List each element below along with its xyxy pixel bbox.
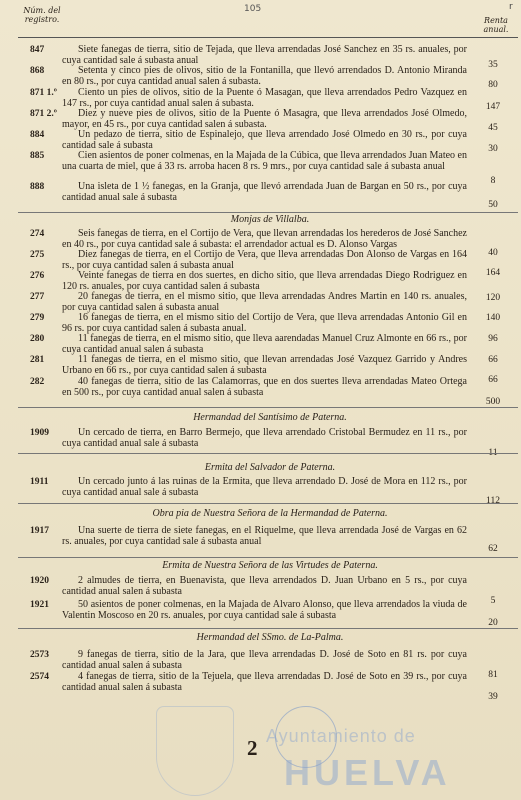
rent-amount: 500 bbox=[485, 397, 501, 407]
registry-number: 868 bbox=[30, 66, 45, 76]
entry-text: Setenta y cinco pies de olivos, sitio de la Fontanilla, que llevó arrendados D. Antonio Miranda en 80 rs., por cuya cantidad anual salen á subasta. bbox=[62, 65, 467, 87]
section-heading: Ermita de Nuestra Señora de las Virtudes de Paterna. bbox=[162, 560, 378, 571]
rent-amount: 45 bbox=[488, 123, 498, 133]
rent-amount: 8 bbox=[490, 176, 496, 186]
registry-number: 276 bbox=[30, 271, 45, 281]
rent-amount: 81 bbox=[488, 670, 498, 680]
watermark-line1: Ayuntamiento de bbox=[266, 726, 416, 746]
registry-number: 274 bbox=[30, 229, 45, 239]
rent-amount: 5 bbox=[490, 596, 496, 606]
registry-number: 888 bbox=[30, 182, 45, 192]
section-rule bbox=[18, 628, 518, 629]
rent-amount: 80 bbox=[488, 80, 498, 90]
entry-text: 2 almudes de tierra, en Buenavista, que lleva arrendados D. Juan Urbano en 5 rs., por cuya cantidad anual salen á subasta bbox=[62, 575, 467, 597]
registry-number: 1909 bbox=[30, 428, 49, 438]
column-header-registry: Núm. del registro. bbox=[23, 6, 61, 24]
registry-number: 275 bbox=[30, 250, 45, 260]
rent-amount: 112 bbox=[486, 496, 500, 506]
entry-text: Un pedazo de tierra, sitio de Espinalejo, que lleva arrendado José Olmedo en 30 rs., por cuya cantidad sale á subasta bbox=[62, 129, 467, 151]
entry-text: Seis fanegas de tierra, en el Cortijo de Vera, que llevan arrendadas los herederos de José Sanchez en 40 rs., por cuya cantidad sale á subasta: el arrendador actual es D. Alonso Vargas bbox=[62, 228, 467, 250]
entry-text: Una suerte de tierra de siete fanegas, en el Riquelme, que lleva arrendada José de Vargas en 62 rs. anuales, por cuya cantidad sale á subasta anual bbox=[62, 525, 467, 547]
entry-text: Diez fanegas de tierra, en el Cortijo de Vera, que lleva arrendadas Don Alonso de Vargas en 164 rs., por cuya cantidad salen á subasta anual bbox=[62, 249, 467, 271]
entry-text: 9 fanegas de tierra, sitio de la Jara, que lleva arrendadas D. José de Soto en 81 rs. por cuya cantidad anual salen á subasta bbox=[62, 649, 467, 671]
entry-text: 40 fanegas de tierra, sitio de las Calamorras, que en dos suertes lleva arrendadas Mateo Ortega en 500 rs., por cuya cantidad anual salen á subasta bbox=[62, 376, 467, 398]
entry-text: Veinte fanegas de tierra en dos suertes, en dicho sitio, que lleva arrendadas Diego Rodriguez en 120 rs. anuales, por cuya cantidad salen á subasta bbox=[62, 270, 467, 292]
registry-number: 2574 bbox=[30, 672, 49, 682]
rent-amount: 39 bbox=[488, 692, 498, 702]
corner-mark: r bbox=[509, 2, 513, 12]
section-rule bbox=[18, 212, 518, 213]
rent-amount: 140 bbox=[485, 313, 501, 323]
section-rule bbox=[18, 503, 518, 504]
registry-number: 1911 bbox=[30, 477, 49, 487]
rent-amount: 66 bbox=[488, 355, 498, 365]
entry-text: 16 fanegas de tierra, en el mismo sitio del Cortijo de Vera, que lleva arrendadas Antonio Gil en 96 rs. por cuya cantidad salen á subasta anual. bbox=[62, 312, 467, 334]
page-number: 2 bbox=[247, 736, 258, 760]
registry-number: 885 bbox=[30, 151, 45, 161]
section-heading: Ermita del Salvador de Paterna. bbox=[204, 462, 336, 473]
registry-number: 871 1.º bbox=[30, 88, 57, 98]
registry-number: 282 bbox=[30, 377, 45, 387]
section-heading: Hermandad del SSmo. de La-Palma. bbox=[196, 632, 344, 643]
registry-number: 277 bbox=[30, 292, 45, 302]
section-rule bbox=[18, 407, 518, 408]
entry-text: Diez y nueve pies de olivos, sitio de la Puente ó Masagra, que lleva arrendados José Olmedo, mayor, en 45 rs., por cuya cantidad salen á subasta. bbox=[62, 108, 467, 130]
registry-number: 2573 bbox=[30, 650, 49, 660]
folio-note: 105 bbox=[244, 4, 262, 14]
rent-amount: 20 bbox=[488, 618, 498, 628]
registry-number: 847 bbox=[30, 45, 45, 55]
registry-number: 871 2.º bbox=[30, 109, 57, 119]
header-rule bbox=[18, 37, 518, 38]
entry-text: Ciento un pies de olivos, sitio de la Puente ó Masagan, que lleva arrendados Pedro Vazquez en 147 rs., por cuya cantidad anual salen á subasta. bbox=[62, 87, 467, 109]
watermark-line2: HUELVA bbox=[284, 752, 451, 793]
section-heading: Hermandad del Santísimo de Paterna. bbox=[193, 412, 347, 423]
section-rule bbox=[18, 557, 518, 558]
rent-amount: 50 bbox=[488, 200, 498, 210]
registry-number: 1920 bbox=[30, 576, 49, 586]
rent-amount: 40 bbox=[488, 248, 498, 258]
rent-amount: 62 bbox=[488, 544, 498, 554]
registry-number: 884 bbox=[30, 130, 45, 140]
coat-of-arms-watermark bbox=[156, 706, 234, 796]
entry-text: 20 fanegas de tierra, en el mismo sitio, que lleva arrendadas Andres Martin en 140 rs. anuales, por cuya cantidad salen á subasta anual bbox=[62, 291, 467, 313]
entry-text: Una isleta de 1 ½ fanegas, en la Granja, que llevó arrendada Juan de Bargan en 50 rs., por cuya cantidad anual sale á subasta bbox=[62, 181, 467, 203]
column-header-rent: Renta anual. bbox=[483, 16, 509, 34]
rent-amount: 120 bbox=[485, 293, 501, 303]
rent-amount: 66 bbox=[488, 375, 498, 385]
registry-number: 1917 bbox=[30, 526, 49, 536]
rent-amount: 96 bbox=[488, 334, 498, 344]
section-heading: Monjas de Villalba. bbox=[230, 214, 310, 225]
rent-amount: 147 bbox=[485, 102, 501, 112]
registry-number: 281 bbox=[30, 355, 45, 365]
registry-number: 279 bbox=[30, 313, 45, 323]
entry-text: 50 asientos de poner colmenas, en la Majada de Alvaro Alonso, que lleva arrendados la viuda de Valentin Moscoso en 20 rs. anuales, por cuya cantidad sale á subasta bbox=[62, 599, 467, 621]
section-heading: Obra pia de Nuestra Señora de la Hermandad de Paterna. bbox=[152, 508, 388, 519]
entry-text: Cien asientos de poner colmenas, en la Majada de la Cúbica, que lleva arrendados Juan Mateo en una cuarta de miel, que á 33 rs. arroba hacen 8 rs. 9 mrs., por cuya cantidad sale á subasta anual bbox=[62, 150, 467, 172]
registry-number: 1921 bbox=[30, 600, 49, 610]
rent-amount: 164 bbox=[485, 268, 501, 278]
registry-number: 280 bbox=[30, 334, 45, 344]
entry-text: Siete fanegas de tierra, sitio de Tejada, que lleva arrendadas José Sanchez en 35 rs. anuales, por cuya cantidad sale á subasta anual bbox=[62, 44, 467, 66]
entry-text: Un cercado de tierra, en Barro Bermejo, que lleva arrendado Cristobal Bermudez en 11 rs., por cuya cantidad anual sale á subasta bbox=[62, 427, 467, 449]
section-rule bbox=[18, 453, 518, 454]
entry-text: 11 fanegas de tierra, en el mismo sitio, que llevan arrendadas José Vazquez Garrido y Andres Urbano en 66 rs., por cuya cantidad salen á subasta bbox=[62, 354, 467, 376]
rent-amount: 35 bbox=[488, 60, 498, 70]
rent-amount: 11 bbox=[488, 448, 498, 458]
rent-amount: 30 bbox=[488, 144, 498, 154]
entry-text: Un cercado junto á las ruinas de la Ermita, que lleva arrendado D. José de Mora en 112 rs., por cuya cantidad anual sale á subasta bbox=[62, 476, 467, 498]
entry-text: 11 fanegas de tierra, en el mismo sitio, que lleva aarendadas Manuel Cruz Almonte en 66 rs., por cuya cantidad anual salen á subasta bbox=[62, 333, 467, 355]
entry-text: 4 fanegas de tierra, sitio de la Tejuela, que lleva arrendadas D. José de Soto en 39 rs., por cuya cantidad anual salen á subasta bbox=[62, 671, 467, 693]
